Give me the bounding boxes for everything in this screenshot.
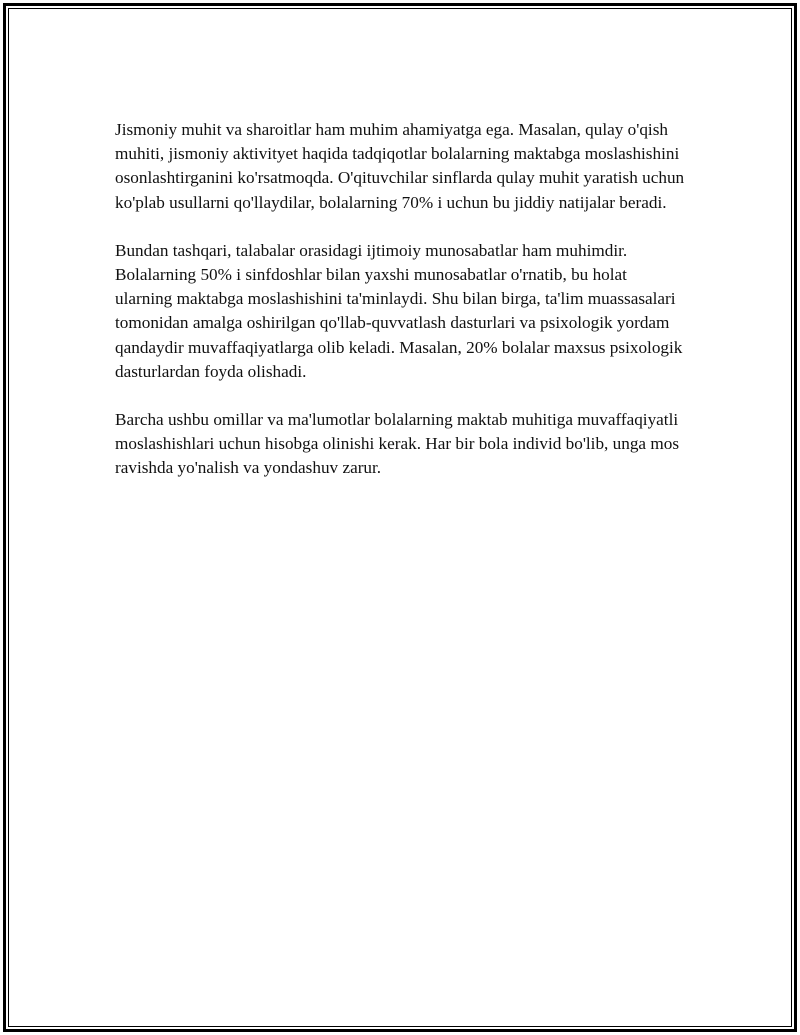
paragraph-social-relations: Bundan tashqari, talabalar orasidagi ijtimoiy munosabatlar ham muhimdir. Bolalarning 50% i sinfdoshlar bilan yaxshi munosabatlar o'rnatib, bu holat ularning maktabga moslashishini ta'minlaydi. Shu bilan birga, ta'lim muassasalari tomonidan amalga oshirilgan qo'llab-quvvatlash dasturlari va psixologik yordam qandaydir muvaffaqiyatlarga olib keladi. Masalan, 20% bolalar maxsus psixologik dasturlardan foyda olishadi.: [115, 240, 683, 381]
paragraph-conclusion: Barcha ushbu omillar va ma'lumotlar bolalarning maktab muhitiga muvaffaqiyatli moslashishlari uchun hisobga olinishi kerak. Har bir bola individ bo'lib, unga mos ravishda yo'nalish va yondashuv zarur.: [115, 410, 680, 478]
document-body: [115, 118, 685, 505]
paragraph-physical-environment: Jismoniy muhit va sharoitlar ham muhim ahamiyatga ega. Masalan, qulay o'qish muhiti, jismoniy aktivityet haqida tadqiqotlar bolalarning maktabga moslashishini osonlashtirganini ko'rsatmoqda. O'qituvchilar sinflarda qulay muhit yaratish uchun ko'plab usullarni qo'llaydilar, bolalarning 70% i uchun bu jiddiy natijalar beradi.: [115, 120, 685, 212]
